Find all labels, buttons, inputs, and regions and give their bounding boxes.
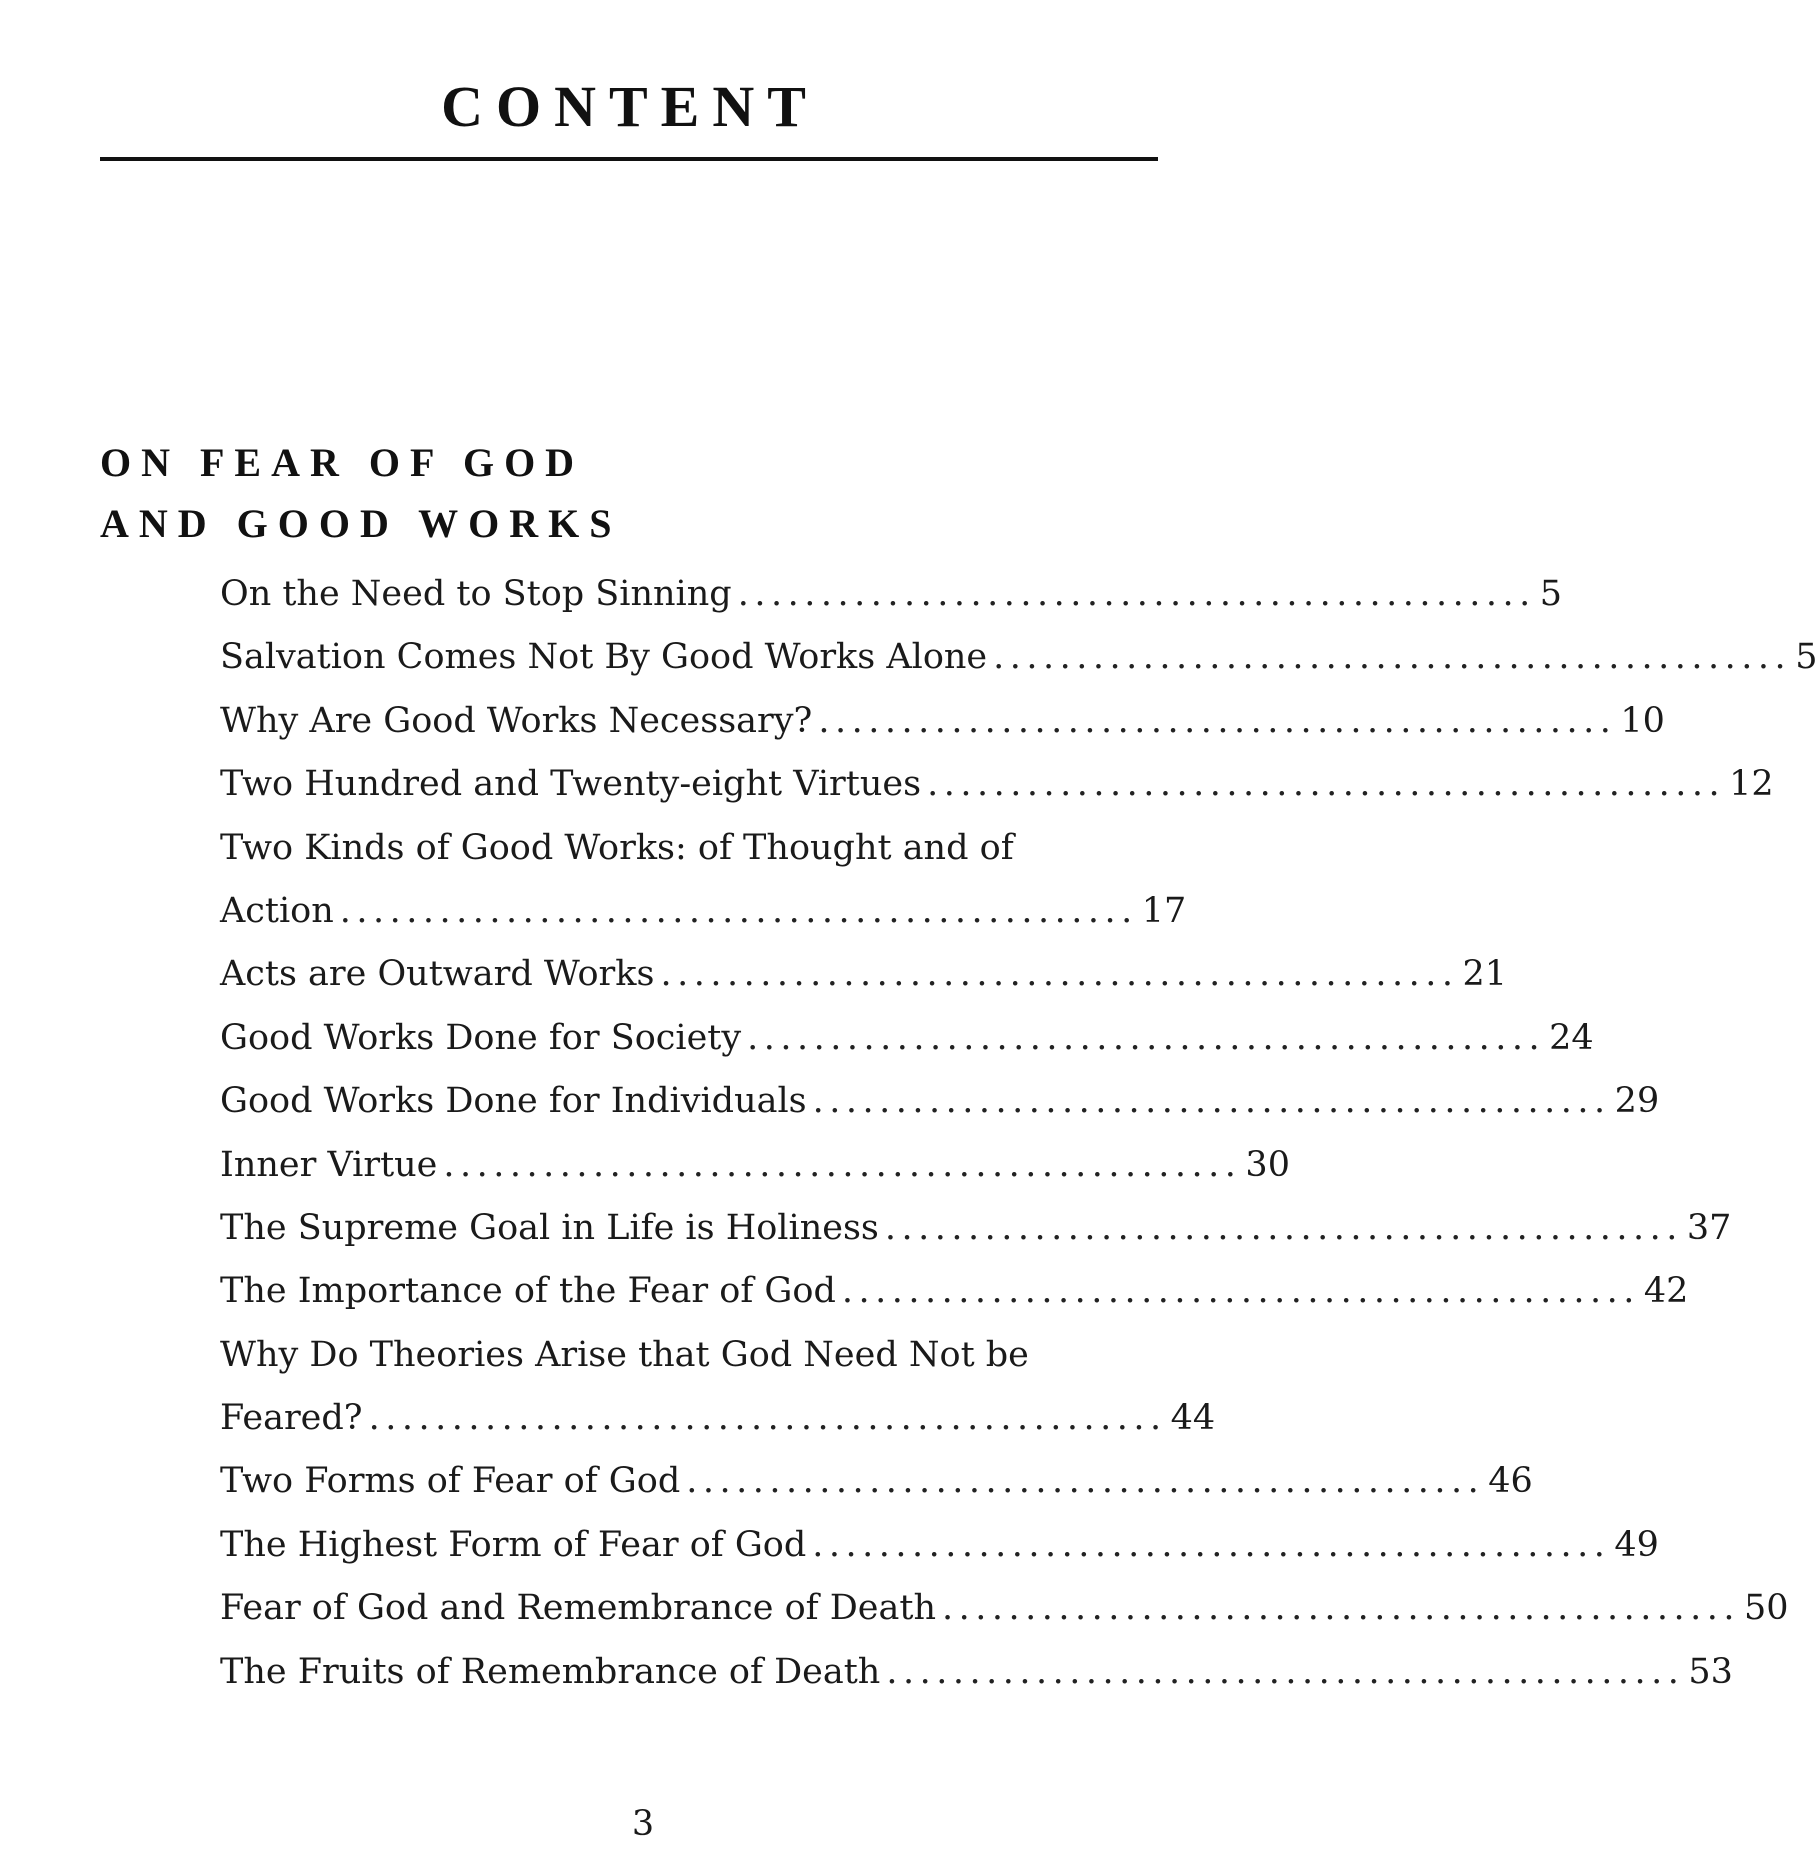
toc-entry[interactable] — [220, 1450, 1533, 1513]
toc-entry-title: Fear of God and Remembrance of Death — [220, 1588, 936, 1629]
dot-leader: ................................................ — [747, 1017, 1546, 1058]
toc-entry[interactable] — [220, 690, 1665, 753]
toc-entry-page: 17 — [1141, 890, 1187, 931]
dot-leader: ................................................ — [886, 1651, 1685, 1692]
toc-entry-title: The Supreme Goal in Life is Holiness — [220, 1207, 879, 1248]
toc-entry-title: The Importance of the Fear of God — [220, 1271, 836, 1312]
dot-leader: ................................................ — [686, 1461, 1485, 1502]
toc-entry[interactable] — [220, 1514, 1659, 1577]
toc-entry-title-line1: Two Kinds of Good Works: of Thought and of — [220, 827, 1014, 868]
dot-leader: ................................................ — [443, 1144, 1242, 1185]
dot-leader: ................................................ — [818, 700, 1617, 741]
section-heading-line-2: AND GOOD WORKS — [100, 501, 622, 546]
toc-entry-page: 24 — [1549, 1017, 1594, 1058]
dot-leader: ................................................ — [884, 1207, 1683, 1248]
toc-entry-page: 42 — [1643, 1271, 1689, 1312]
toc-entry-title: The Fruits of Remembrance of Death — [220, 1651, 881, 1692]
toc-entry[interactable] — [220, 563, 1562, 626]
toc-entry-continued-line[interactable] — [220, 817, 1158, 880]
dot-leader: ................................................ — [841, 1271, 1640, 1312]
toc-entry-page: 49 — [1614, 1524, 1659, 1565]
toc-entry[interactable] — [220, 626, 1817, 689]
toc-entry-page: 12 — [1729, 764, 1774, 805]
dot-leader: ................................................ — [942, 1588, 1741, 1629]
toc-entry[interactable] — [220, 1070, 1660, 1133]
dot-leader: ................................................ — [993, 637, 1792, 678]
dot-leader: ................................................ — [812, 1524, 1611, 1565]
toc-entry-page: 46 — [1488, 1461, 1533, 1502]
section-heading — [100, 432, 622, 554]
toc-entry-title: Salvation Comes Not By Good Works Alone — [220, 637, 988, 678]
dot-leader: ................................................ — [368, 1398, 1167, 1439]
toc-entry-page: 30 — [1245, 1144, 1290, 1185]
toc-entry-title: On the Need to Stop Sinning — [220, 574, 732, 614]
page-number: 3 — [631, 1804, 655, 1844]
dot-leader: ................................................ — [660, 954, 1459, 995]
toc-entry-page: 5 — [1539, 574, 1562, 614]
toc-entry-title: The Highest Form of Fear of God — [220, 1524, 807, 1565]
dot-leader: ................................................ — [812, 1081, 1611, 1122]
dot-leader: ................................................ — [339, 890, 1138, 931]
toc-entry[interactable] — [220, 1577, 1789, 1640]
toc-entry-title: Acts are Outward Works — [220, 954, 655, 995]
toc-entry-page: 10 — [1620, 700, 1665, 741]
toc-entry[interactable] — [220, 1007, 1594, 1070]
toc-entry-page: 50 — [1744, 1588, 1789, 1629]
toc-entry-title: Inner Virtue — [220, 1144, 438, 1185]
toc-entry[interactable] — [220, 1134, 1290, 1197]
toc-entry-title: Good Works Done for Individuals — [220, 1081, 807, 1122]
toc-entry[interactable] — [220, 1641, 1733, 1704]
toc-entry[interactable] — [220, 1197, 1732, 1260]
toc-entry-page: 29 — [1614, 1081, 1660, 1122]
toc-entry-page: 21 — [1462, 954, 1508, 995]
toc-entry-page: 44 — [1170, 1398, 1216, 1439]
toc-list — [220, 563, 1817, 1704]
toc-entry-page: 37 — [1686, 1207, 1732, 1248]
toc-entry-page: 5 — [1795, 637, 1817, 678]
toc-entry[interactable] — [220, 753, 1774, 816]
toc-entry-title: Action — [220, 890, 334, 931]
toc-entry[interactable] — [220, 1260, 1689, 1323]
dot-leader: ................................................ — [927, 764, 1726, 805]
page-title: CONTENT — [441, 74, 819, 139]
toc-entry-title: Feared? — [220, 1398, 363, 1439]
dot-leader: ................................................ — [737, 574, 1536, 614]
toc-entry-title: Good Works Done for Society — [220, 1017, 742, 1058]
toc-entry-title-line1: Why Do Theories Arise that God Need Not be — [220, 1334, 1029, 1375]
toc-entry[interactable] — [220, 943, 1508, 1006]
toc-entry[interactable] — [220, 1387, 1216, 1450]
toc-entry-title: Why Are Good Works Necessary? — [220, 700, 813, 741]
toc-entry-title: Two Hundred and Twenty-eight Virtues — [220, 764, 922, 805]
title-rule — [100, 157, 1158, 161]
toc-entry-title: Two Forms of Fear of God — [220, 1461, 681, 1502]
toc-entry-page: 53 — [1688, 1651, 1733, 1692]
toc-entry[interactable] — [220, 880, 1187, 943]
toc-entry-continued-line[interactable] — [220, 1324, 1158, 1387]
section-heading-line-1: ON FEAR OF GOD — [100, 440, 585, 485]
